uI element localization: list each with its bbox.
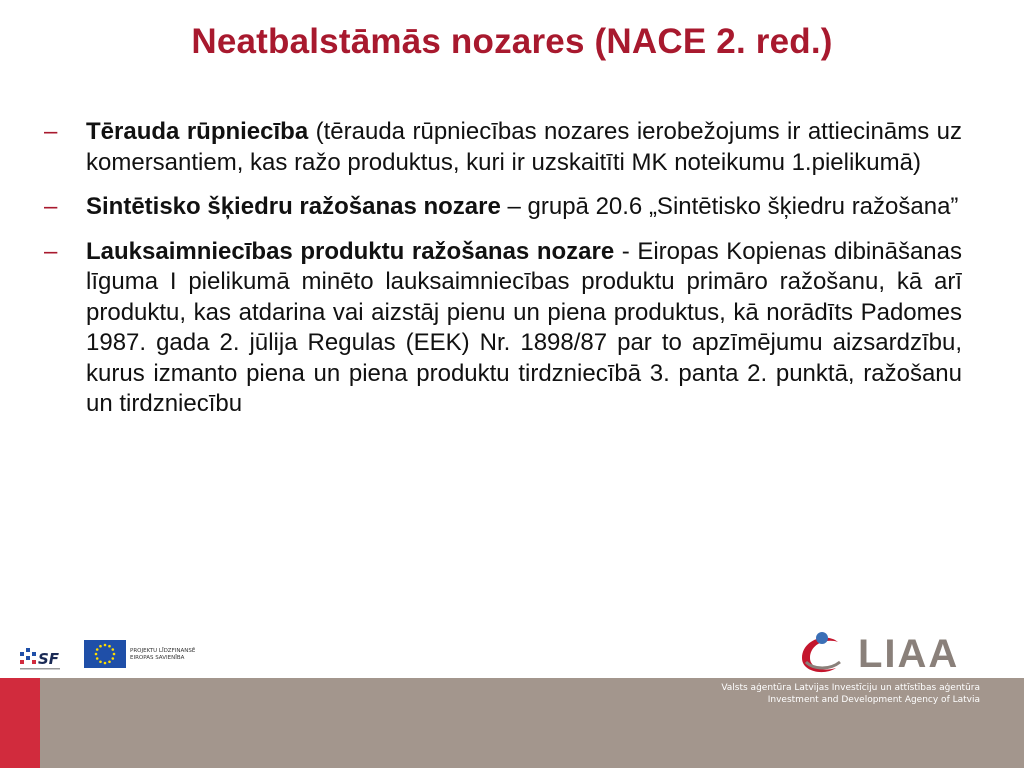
agency-line-en: Investment and Development Agency of Latvia — [767, 695, 980, 705]
bullet-term: Sintētisko šķiedru ražošanas nozare — [86, 193, 501, 220]
bullet-text: – grupā 20.6 „Sintētisko šķiedru ražošana” — [500, 193, 959, 220]
bullet-list — [44, 117, 962, 434]
slide-title: Neatbalstāmās nozares (NACE 2. red.) — [191, 22, 833, 61]
bullet-term: Lauksaimniecības produktu ražošanas nozare — [86, 237, 615, 265]
agency-caption — [721, 682, 980, 706]
esf-logo-icon — [18, 642, 70, 672]
eu-label-line2: EIROPAS SAVIENĪBA — [130, 655, 185, 661]
bullet-text: (tērauda rūpniecības nozares ierobežojums ir attiecināms uz komersantiem, kas ražo produktus, kuri ir uzskaitīti MK noteikumu 1.pielikumā) — [86, 118, 962, 176]
bullet-item-synthetic-fibres — [44, 192, 962, 223]
bullet-dash: – — [44, 193, 58, 220]
bullet-dash: – — [44, 237, 58, 265]
footer-red-accent — [0, 678, 40, 768]
bullet-item-agriculture — [44, 237, 962, 420]
liaa-swoosh-icon — [796, 628, 856, 676]
liaa-wordmark: LIAA — [858, 632, 960, 676]
footer-band — [0, 678, 1024, 768]
bullet-term: Tērauda rūpniecība — [86, 118, 309, 145]
eu-cofinance-label — [130, 648, 250, 662]
agency-line-lv: Valsts aģentūra Latvijas Investīciju un attīstības aģentūra — [721, 683, 980, 693]
eu-label-line1: PROJEKTU LĪDZFINANSĒ — [130, 648, 196, 654]
eu-flag-icon — [84, 640, 126, 668]
footer-logos — [0, 628, 1024, 678]
bullet-item-steel — [44, 117, 962, 178]
svg-text:SF: SF — [38, 650, 60, 668]
bullet-text: - Eiropas Kopienas dibināšanas līguma I pielikumā minēto lauksaimniecības produktu primāro ražošanu, kā arī produktu, kas atdarina vai aizstāj pienu un piena produktus, kā norādīts Padomes 1987. gada 2. jūlija Regulas (EEK) Nr. 1898/87 par to apzīmējumu aizsardzību, kurus izmanto piena un piena produktu tirdzniecībā 3. panta 2. punktā, ražošanu un tirdzniecību — [86, 237, 962, 417]
bullet-dash: – — [44, 118, 58, 145]
